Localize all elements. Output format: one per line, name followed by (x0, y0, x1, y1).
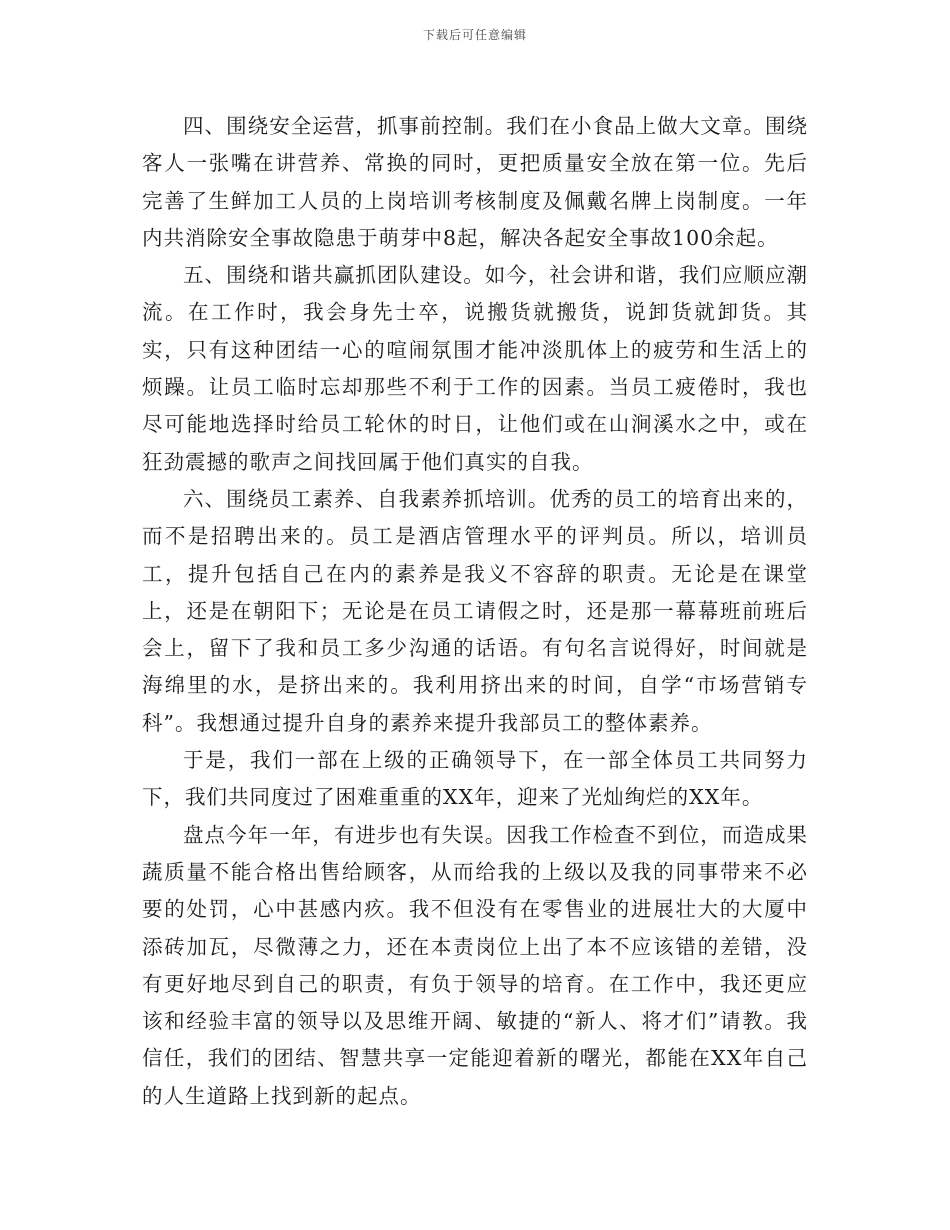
paragraph-training: 六、围绕员工素养、自我素养抓培训。优秀的员工的培育出来的，而不是招聘出来的。员工是酒店管理水平的评判员。所以，培训员工，提升包括自己在内的素养是我义不容辞的职责。无论是在课堂上，还是在朝阳下；无论是在员工请假之时，还是那一幕幕班前班后会上，留下了我和员工多少沟通的话语。有句名言说得好，时间就是海绵里的水，是挤出来的。我利用挤出来的时间，自学“市场营销专科”。我想通过提升自身的素养来提升我部员工的整体素养。 (142, 486, 808, 735)
paragraph-reflection: 盘点今年一年，有进步也有失误。因我工作检查不到位，而造成果蔬质量不能合格出售给顾客，从而给我的上级以及我的同事带来不必要的处罚，心中甚感内疚。我不但没有在零售业的进展壮大的大厦中添砖加瓦，尽微薄之力，还在本责岗位上出了本不应该错的差错，没有更好地尽到自己的职责，有负于领导的培育。在工作中，我还更应该和经验丰富的领导以及思维开阔、敏捷的“新人、将才们”请教。我信任，我们的团结、智慧共享一定能迎着新的曙光，都能在XX年自己的人生道路上找到新的起点。 (142, 822, 808, 1108)
page-header: 下载后可任意编辑 (422, 28, 527, 42)
paragraph-team-building: 五、围绕和谐共赢抓团队建设。如今，社会讲和谐，我们应顺应潮流。在工作时，我会身先士卒，说搬货就搬货，说卸货就卸货。其实，只有这种团结一心的喧闹氛围才能冲淡肌体上的疲劳和生活上的烦躁。让员工临时忘却那些不利于工作的因素。当员工疲倦时，我也尽可能地选择时给员工轮休的时日，让他们或在山涧溪水之中，或在狂劲震撼的歌声之间找回属于他们真实的自我。 (142, 263, 808, 474)
paragraph-summary: 于是，我们一部在上级的正确领导下，在一部全体员工共同努力下，我们共同度过了困难重重的XX年，迎来了光灿绚烂的XX年。 (142, 748, 808, 810)
document-body (142, 108, 808, 1115)
paragraph-safety-operations: 四、围绕安全运营，抓事前控制。我们在小食品上做大文章。围绕客人一张嘴在讲营养、常换的同时，更把质量安全放在第一位。先后完善了生鲜加工人员的上岗培训考核制度及佩戴名牌上岗制度。一年内共消除安全事故隐患于萌芽中8起，解决各起安全事故100余起。 (142, 114, 808, 250)
